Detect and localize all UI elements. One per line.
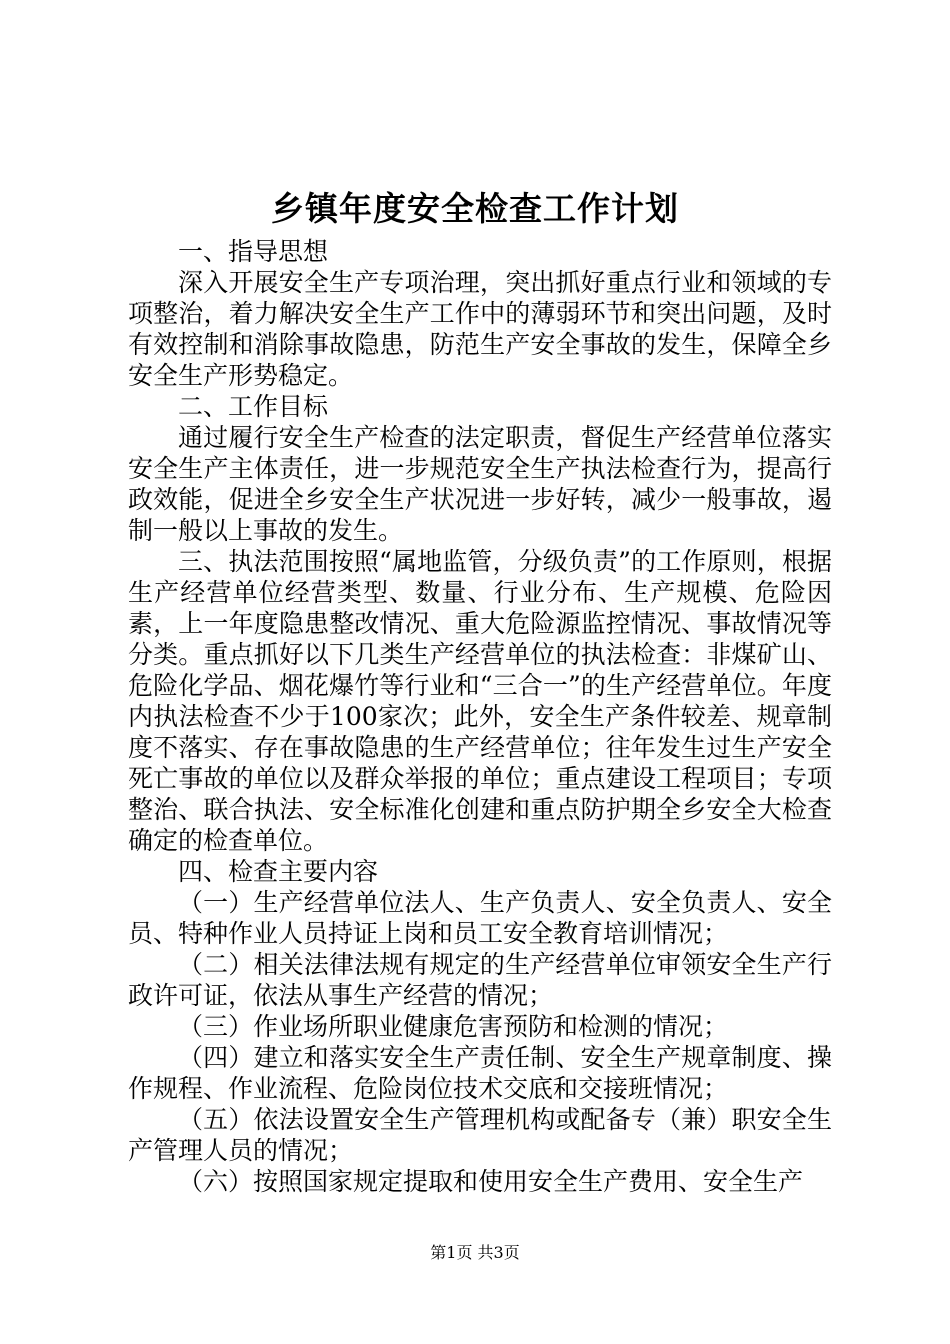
page-number-footer: 第1页 共3页 [430, 1243, 520, 1262]
section-heading-guiding-ideology: 一、指导思想 [178, 237, 329, 266]
section-heading-inspection-content: 四、检查主要内容 [178, 857, 379, 886]
paragraph-guiding-ideology: 深入开展安全生产专项治理，突出抓好重点行业和领域的专项整治，着力解决安全生产工作中的薄弱环节和突出问题，及时有效控制和消除事故隐患，防范生产安全事故的发生，保障全乡安全生产形势稳定。 [128, 268, 832, 390]
list-item-inspection-1: （一）生产经营单位法人、生产负责人、安全负责人、安全员、特种作业人员持证上岗和员工安全教育培训情况； [128, 888, 832, 948]
list-item-inspection-5: （五）依法设置安全生产管理机构或配备专（兼）职安全生产管理人员的情况； [128, 1105, 832, 1165]
paragraph-work-goals: 通过履行安全生产检查的法定职责，督促生产经营单位落实安全生产主体责任，进一步规范安全生产执法检查行为，提高行政效能，促进全乡安全生产状况进一步好转，减少一般事故，遏制一般以上事故的发生。 [128, 423, 832, 545]
list-item-inspection-3: （三）作业场所职业健康危害预防和检测的情况； [178, 1012, 729, 1041]
document-title: 乡镇年度安全检查工作计划 [271, 189, 679, 228]
section-heading-work-goals: 二、工作目标 [178, 392, 329, 421]
paragraph-enforcement-scope: 三、执法范围按照“属地监管，分级负责”的工作原则，根据生产经营单位经营类型、数量、行业分布、生产规模、危险因素，上一年度隐患整改情况、重大危险源监控情况、事故情况等分类。重点抓好以下几类生产经营单位的执法检查：非煤矿山、危险化学品、烟花爆竹等行业和“三合一”的生产经营单位。年度内执法检查不少于100家次；此外，安全生产条件较差、规章制度不落实、存在事故隐患的生产经营单位；往年发生过生产安全死亡事故的单位以及群众举报的单位；重点建设工程项目；专项整治、联合执法、安全标准化创建和重点防护期全乡安全大检查确定的检查单位。 [128, 547, 832, 855]
list-item-inspection-6: （六）按照国家规定提取和使用安全生产费用、安全生产 [178, 1167, 804, 1196]
list-item-inspection-2: （二）相关法律法规有规定的生产经营单位审领安全生产行政许可证，依法从事生产经营的情况； [128, 950, 832, 1010]
list-item-inspection-4: （四）建立和落实安全生产责任制、安全生产规章制度、操作规程、作业流程、危险岗位技术交底和交接班情况； [128, 1043, 832, 1103]
document-body [128, 236, 832, 1197]
